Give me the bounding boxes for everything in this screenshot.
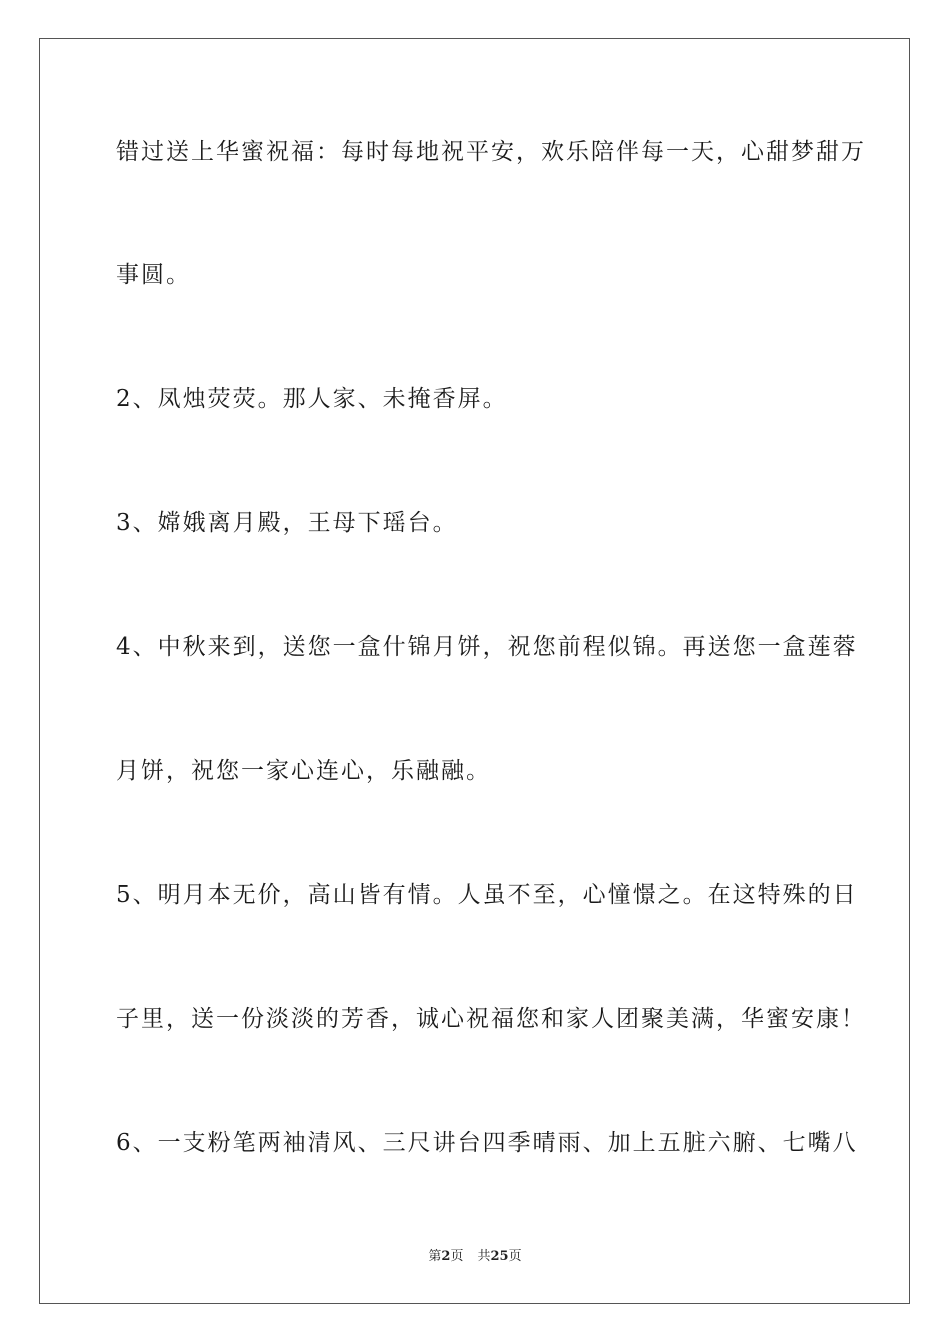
body-line-4: 3、嫦娥离月殿，王母下瑶台。 [116,510,458,536]
total-suffix: 页 [508,1249,522,1264]
body-line-5: 4、中秋来到，送您一盒什锦月饼，祝您前程似锦。再送您一盒莲蓉 [116,634,858,660]
total-pages: 25 [490,1249,509,1264]
page-footer [0,1248,950,1266]
total-prefix: 共 [477,1249,491,1264]
body-line-9: 6、一支粉笔两袖清风、三尺讲台四季晴雨、加上五脏六腑、七嘴八 [116,1130,858,1156]
page-border [39,38,910,1304]
page-suffix: 页 [450,1249,464,1264]
page-number: 2 [441,1249,451,1264]
body-line-2: 事圆。 [116,262,191,288]
body-line-6: 月饼，祝您一家心连心，乐融融。 [116,758,491,784]
body-line-8: 子里，送一份淡淡的芳香，诚心祝福您和家人团聚美满，华蜜安康！ [116,1006,866,1032]
body-line-3: 2、凤烛荧荧。那人家、未掩香屏。 [116,386,508,412]
body-line-7: 5、明月本无价，高山皆有情。人虽不至，心憧憬之。在这特殊的日 [116,882,858,908]
body-line-1: 错过送上华蜜祝福：每时每地祝平安，欢乐陪伴每一天，心甜梦甜万 [116,139,866,165]
page-prefix: 第 [428,1249,442,1264]
